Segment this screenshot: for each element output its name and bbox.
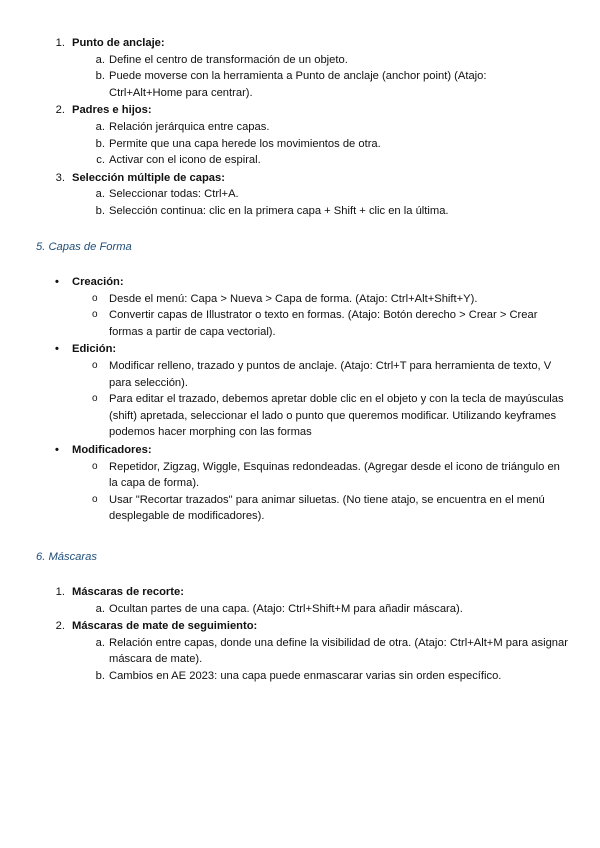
sub-bullet-item (0, 391, 600, 441)
circle-bullet-icon: o (92, 493, 98, 505)
item-letter: c. (96, 154, 105, 167)
section-4-list (0, 35, 600, 220)
sub-bullet-item (0, 291, 600, 308)
item-text: Permite que una capa herede los movimientos de otra. (109, 137, 381, 150)
item-letter: b. (95, 204, 105, 217)
sub-bullet-item (0, 358, 600, 391)
item-letter: a. (95, 636, 105, 649)
sub-list-item (0, 635, 600, 668)
item-text: Repetidor, Zigzag, Wiggle, Esquinas redondeadas. (Agregar desde el icono de triángulo en la capa de forma). (109, 460, 560, 490)
circle-bullet-icon: o (92, 359, 98, 371)
section-heading: 6. Máscaras (36, 551, 97, 563)
item-text: Selección continua: clic en la primera capa + Shift + clic en la última. (109, 204, 449, 217)
list-item (0, 584, 600, 601)
item-text: Seleccionar todas: Ctrl+A. (109, 188, 239, 201)
item-title: Máscaras de recorte: (72, 586, 184, 598)
item-letter: a. (95, 53, 105, 66)
list-item (0, 102, 600, 119)
sub-bullet-item (0, 459, 600, 492)
item-text: Relación jerárquica entre capas. (109, 120, 270, 133)
item-text: Relación entre capas, donde una define la visibilidad de otra. (Atajo: Ctrl+Alt+M para asignar máscara de mate). (109, 636, 568, 666)
item-letter: b. (95, 669, 105, 682)
list-item (0, 618, 600, 635)
list-item (0, 35, 600, 52)
item-letter: b. (95, 70, 105, 83)
item-text: Desde el menú: Capa > Nueva > Capa de forma. (Atajo: Ctrl+Alt+Shift+Y). (109, 292, 478, 305)
item-number: 2. (55, 104, 65, 117)
item-letter: a. (95, 188, 105, 201)
bullet-icon: • (55, 343, 59, 356)
circle-bullet-icon: o (92, 292, 98, 304)
circle-bullet-icon: o (92, 460, 98, 472)
sub-list-item (0, 136, 600, 153)
sub-bullet-item (0, 307, 600, 340)
item-title: Máscaras de mate de seguimiento: (72, 620, 258, 633)
sub-list-item (0, 203, 600, 220)
item-text: Convertir capas de Illustrator o texto en formas. (Atajo: Botón derecho > Crear > Crear formas a partir de capa vectorial). (109, 309, 538, 338)
item-letter: b. (95, 137, 105, 150)
bullet-item (0, 341, 600, 358)
sub-list-item (0, 52, 600, 69)
item-title: Modificadores: (72, 443, 152, 456)
section-6-list (0, 584, 600, 685)
item-number: 1. (55, 586, 65, 598)
sub-list-item (0, 668, 600, 685)
sub-list-item (0, 601, 600, 618)
item-text: Cambios en AE 2023: una capa puede enmascarar varias sin orden específico. (109, 669, 502, 682)
list-item (0, 170, 600, 187)
item-text: Define el centro de transformación de un objeto. (109, 53, 348, 66)
item-letter: a. (95, 602, 105, 615)
item-text: Activar con el icono de espiral. (109, 154, 261, 167)
item-text: Para editar el trazado, debemos apretar doble clic en el objeto y con la tecla de mayúsculas (shift) apretada, seleccionar el lado o punto que queremos modificar. Utilizando keyframes podemos hacer morphing con las formas (109, 393, 564, 439)
sub-list-item (0, 186, 600, 203)
item-text: Modificar relleno, trazado y puntos de anclaje. (Atajo: Ctrl+T para herramienta de texto, V para selección). (109, 359, 552, 389)
item-text: Ocultan partes de una capa. (Atajo: Ctrl+Shift+M para añadir máscara). (109, 602, 463, 615)
item-title: Edición: (72, 343, 117, 356)
sub-bullet-item (0, 492, 600, 525)
item-number: 1. (55, 37, 65, 49)
section-heading: 5. Capas de Forma (36, 241, 132, 253)
item-title: Padres e hijos: (72, 104, 152, 117)
bullet-icon: • (55, 276, 59, 288)
item-number: 2. (55, 620, 65, 633)
bullet-icon: • (55, 443, 59, 456)
item-title: Selección múltiple de capas: (72, 171, 225, 184)
item-title: Punto de anclaje: (72, 37, 165, 49)
circle-bullet-icon: o (92, 393, 98, 405)
bullet-item (0, 442, 600, 459)
item-title: Creación: (72, 276, 124, 288)
item-letter: a. (95, 120, 105, 133)
item-number: 3. (55, 171, 65, 184)
section-5-list (0, 274, 600, 525)
bullet-item (0, 274, 600, 291)
sub-list-item (0, 68, 600, 101)
circle-bullet-icon: o (92, 309, 98, 321)
sub-list-item (0, 152, 600, 169)
item-text: Usar "Recortar trazados" para animar siluetas. (No tiene atajo, se encuentra en el menú desplegable de modificadores). (109, 493, 545, 523)
sub-list-item (0, 119, 600, 136)
item-text: Puede moverse con la herramienta a Punto de anclaje (anchor point) (Atajo: Ctrl+Alt+Home para centrar). (109, 70, 487, 99)
